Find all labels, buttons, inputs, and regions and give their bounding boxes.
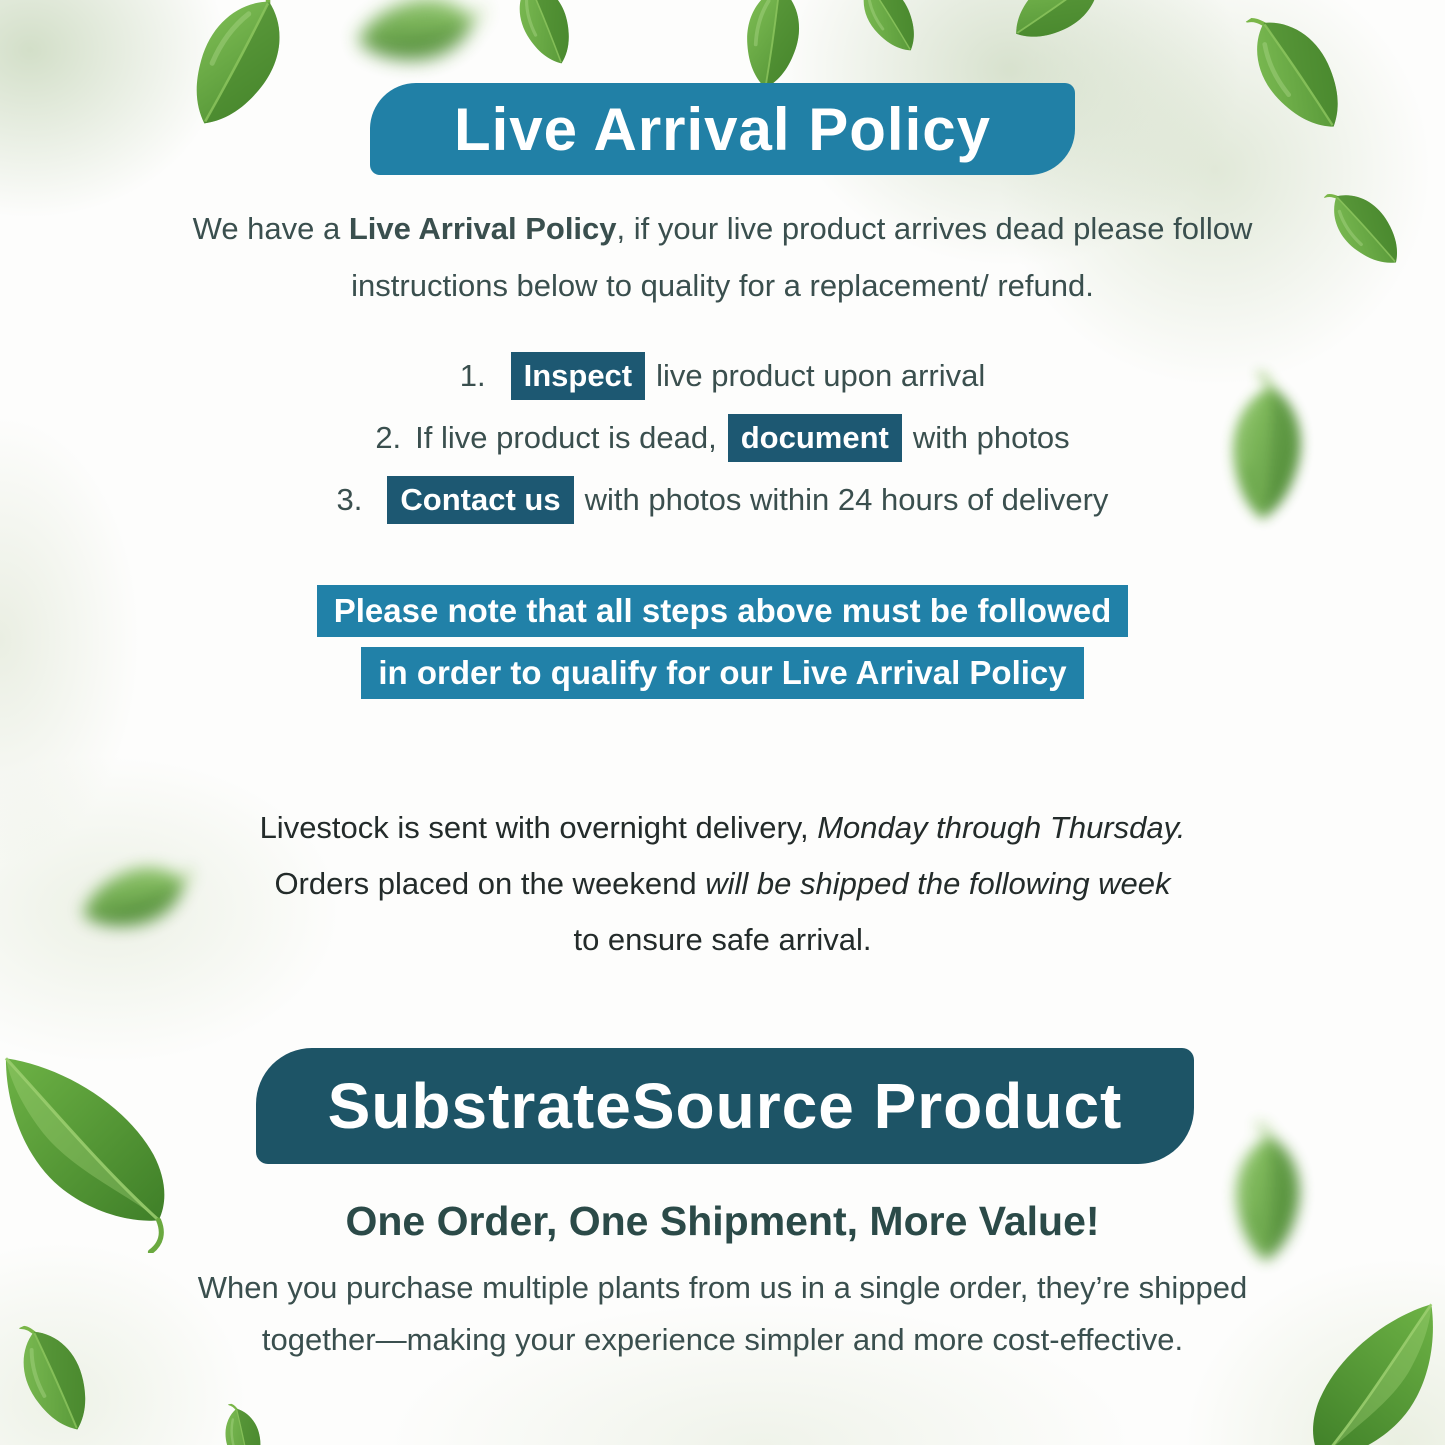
value-line-2: together—making your experience simpler and more cost-effective. <box>261 1322 1184 1357</box>
live-arrival-policy-badge <box>370 83 1075 175</box>
shipping-paragraph <box>0 800 1445 968</box>
value-paragraph <box>0 1262 1445 1366</box>
leaf-icon <box>834 0 942 70</box>
leaf-icon <box>205 1396 281 1445</box>
step-2-highlight: document <box>728 414 902 462</box>
shipping-line-2: Orders placed on the weekend will be shipped the following week <box>274 866 1171 901</box>
product-badge-title: SubstrateSource Product <box>327 1070 1123 1142</box>
intro-paragraph <box>0 200 1445 314</box>
step-1: 1. Inspect live product upon arrival <box>460 352 986 400</box>
note-line-2: in order to qualify for our Live Arrival Policy <box>361 647 1083 699</box>
step-1-highlight: Inspect <box>511 352 646 400</box>
leaf-icon <box>972 0 1148 96</box>
value-line-1: When you purchase multiple plants from us in a single order, they’re shipped <box>197 1270 1248 1305</box>
leaf-icon <box>725 0 822 95</box>
step-3: 3. Contact us with photos within 24 hours of delivery <box>337 476 1109 524</box>
intro-line-2: instructions below to quality for a replacement/ refund. <box>351 268 1094 303</box>
shipping-line-3: to ensure safe arrival. <box>573 922 872 957</box>
steps-list <box>0 352 1445 524</box>
step-2: 2. If live product is dead, document with photos <box>375 414 1069 462</box>
substratesource-product-badge <box>256 1048 1194 1164</box>
leaf-blurred-icon <box>1219 1116 1316 1271</box>
shipping-line-1: Livestock is sent with overnight delivery, Monday through Thursday. <box>259 810 1186 845</box>
badge-title: Live Arrival Policy <box>453 95 992 163</box>
leaf-icon <box>1204 0 1387 164</box>
note-line-1: Please note that all steps above must be followed <box>317 585 1129 637</box>
policy-note <box>0 585 1445 699</box>
step-3-highlight: Contact us <box>387 476 573 524</box>
leaf-icon <box>149 0 328 154</box>
value-heading: One Order, One Shipment, More Value! <box>345 1198 1100 1244</box>
leaf-icon <box>485 0 603 81</box>
intro-line-1: We have a Live Arrival Policy, if your live product arrives dead please follow <box>192 211 1253 246</box>
